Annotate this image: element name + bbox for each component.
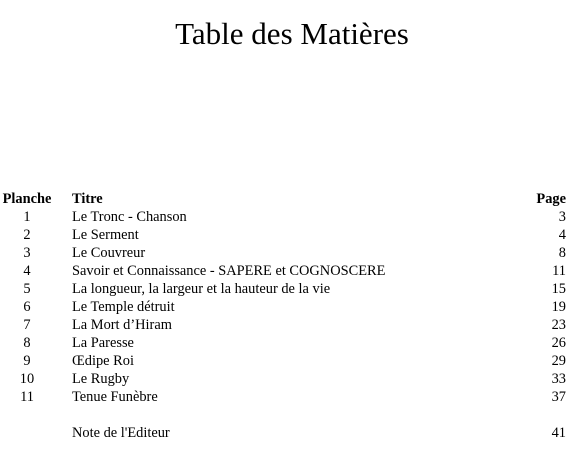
table-row: [0, 352, 566, 370]
page-number: 11: [552, 263, 566, 279]
page-number: 26: [551, 335, 566, 351]
empty-number-cell: [0, 424, 54, 442]
table-row: [0, 334, 566, 352]
table-row: [0, 244, 566, 262]
page-number: 37: [551, 389, 566, 405]
entry-title: Le Serment: [72, 227, 139, 243]
header-titre: Titre: [72, 191, 103, 207]
page-number: 15: [551, 281, 566, 297]
planche-number: 3: [23, 245, 31, 261]
entry-title: Le Couvreur: [72, 245, 146, 261]
table-row: [0, 316, 566, 334]
planche-number: 11: [20, 389, 34, 405]
table-row: [0, 280, 566, 298]
table-of-contents: [0, 190, 566, 442]
planche-number: 5: [23, 281, 31, 297]
page-number: 19: [551, 299, 566, 315]
editor-note-title: Note de l'Editeur: [72, 425, 170, 441]
editor-note-page: 41: [551, 425, 566, 441]
table-row: [0, 298, 566, 316]
table-row: [0, 226, 566, 244]
entry-title: Œdipe Roi: [72, 353, 134, 369]
spacer-cell: [0, 406, 566, 424]
planche-number: 6: [23, 299, 31, 315]
entry-title: Savoir et Connaissance - SAPERE et COGNOSCERE: [72, 263, 386, 279]
entry-title: Le Temple détruit: [72, 299, 175, 315]
entry-title: Le Tronc - Chanson: [72, 209, 187, 225]
page-title: Table des Matières: [175, 16, 409, 51]
spacer-row: [0, 406, 566, 424]
page-number: 23: [551, 317, 566, 333]
page-number: 33: [551, 371, 566, 387]
planche-number: 9: [23, 353, 31, 369]
editor-note-row: [0, 424, 566, 442]
header-page: Page: [536, 191, 566, 207]
page-number: 29: [551, 353, 566, 369]
table-header-row: [0, 190, 566, 208]
planche-number: 2: [23, 227, 31, 243]
entry-title: Tenue Funèbre: [72, 389, 158, 405]
page-number: 8: [558, 245, 566, 261]
table-row: [0, 208, 566, 226]
planche-number: 8: [23, 335, 31, 351]
entry-title: La longueur, la largeur et la hauteur de la vie: [72, 281, 331, 297]
planche-number: 7: [23, 317, 31, 333]
planche-number: 4: [23, 263, 31, 279]
table-row: [0, 262, 566, 280]
entry-title: La Paresse: [72, 335, 134, 351]
page-number: 4: [558, 227, 566, 243]
table-row: [0, 370, 566, 388]
page-number: 3: [558, 209, 566, 225]
header-planche: Planche: [2, 191, 52, 207]
entry-title: Le Rugby: [72, 371, 130, 387]
table-row: [0, 388, 566, 406]
entry-title: La Mort d’Hiram: [72, 317, 172, 333]
planche-number: 10: [19, 371, 35, 387]
planche-number: 1: [23, 209, 31, 225]
